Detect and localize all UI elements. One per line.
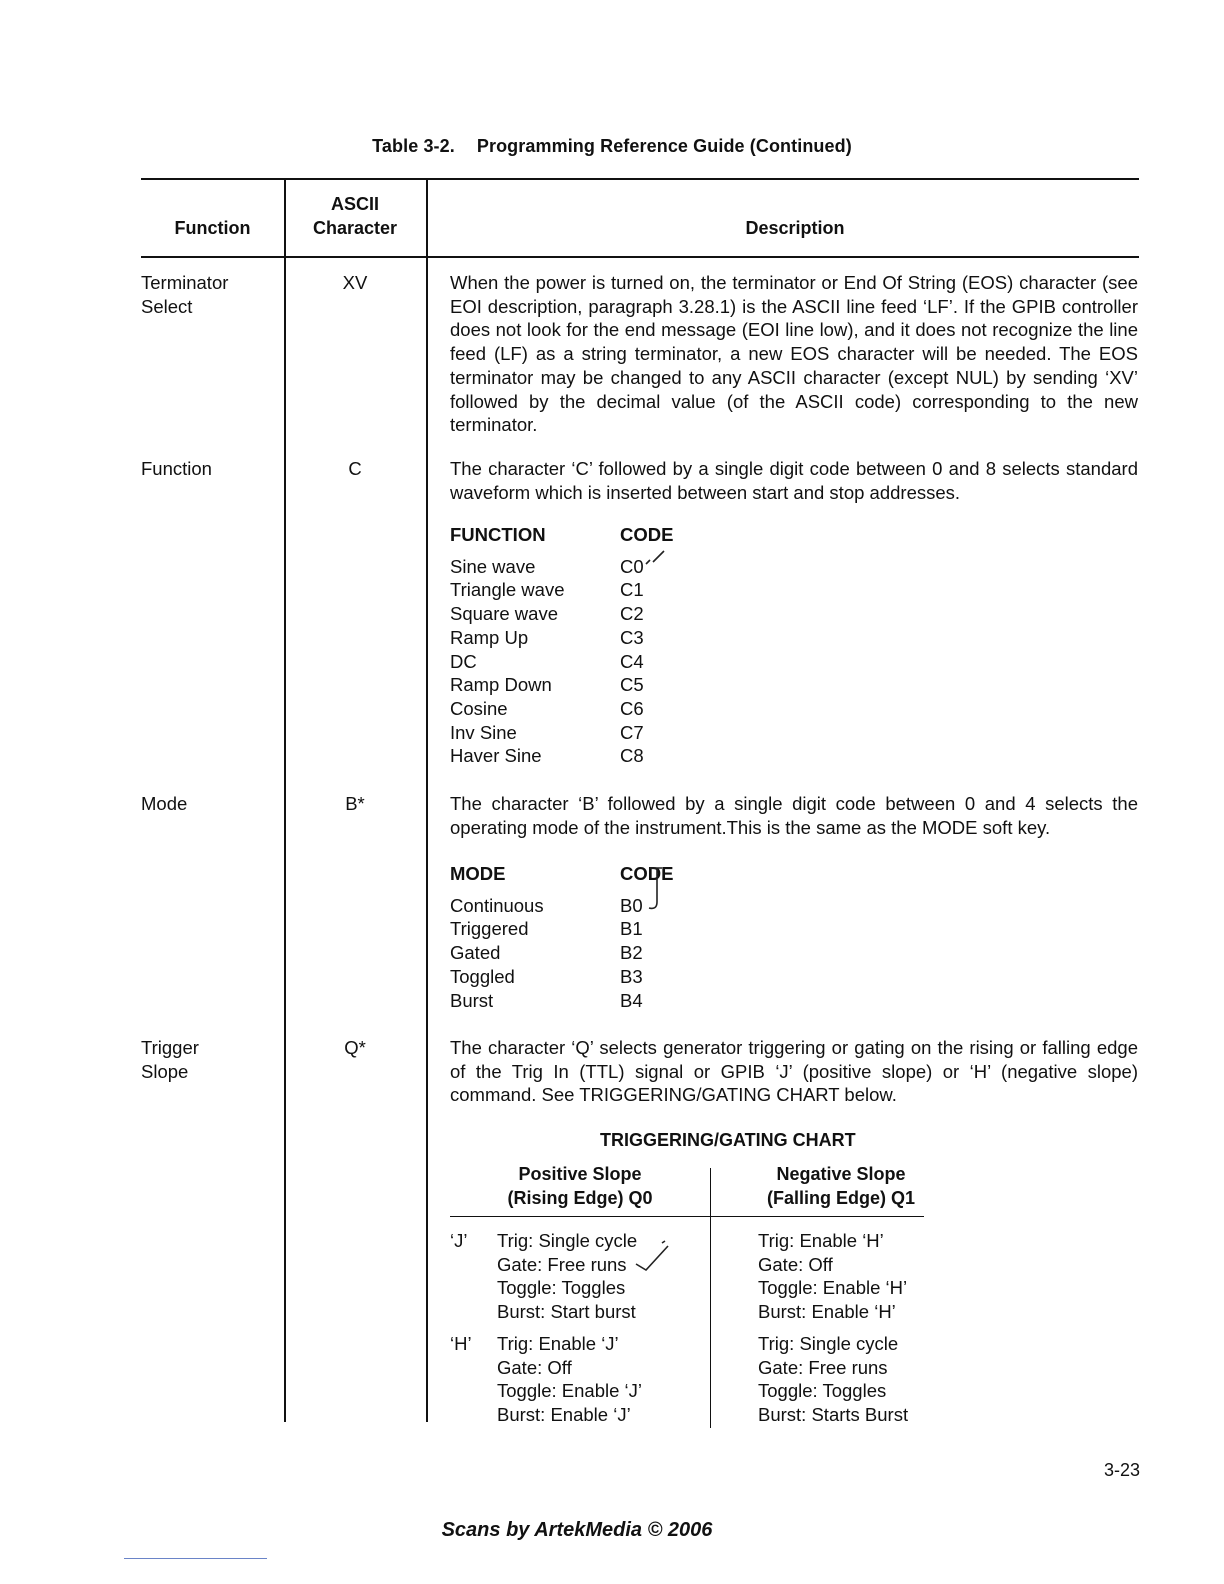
- column-divider-2: [426, 178, 428, 1422]
- row-terminator-function: [141, 271, 228, 318]
- function-code: C7: [620, 721, 644, 743]
- chart-item: Gate: Off: [758, 1253, 833, 1275]
- chart-item: Burst: Start burst: [497, 1301, 636, 1323]
- mode-code: B0: [620, 894, 643, 916]
- function-name: Square wave: [450, 603, 558, 625]
- positive-header-line2: (Rising Edge) Q0: [507, 1188, 653, 1208]
- header-ascii-line2: Character: [312, 218, 398, 238]
- mode-code-row: [450, 917, 700, 941]
- group-key: ‘H’: [450, 1333, 472, 1354]
- pen-check-mark: [644, 548, 668, 568]
- positive-items: [497, 1229, 637, 1324]
- row-terminator-description: [450, 271, 1138, 437]
- chart-item: Trig: Single cycle: [497, 1230, 638, 1251]
- chart-group-h-negative: [758, 1332, 908, 1427]
- scan-credit-footer: Scans by ArtekMedia © 2006: [441, 1519, 713, 1541]
- table-title: [0, 136, 1224, 157]
- row-mode-function: [141, 792, 187, 816]
- function-code: C1: [620, 579, 644, 601]
- chart-header-rule: [450, 1216, 924, 1217]
- chart-column-divider: [710, 1168, 711, 1428]
- group-key: ‘J’: [450, 1230, 468, 1251]
- chart-item: Gate: Off: [497, 1356, 572, 1378]
- chart-negative-header: [712, 1162, 970, 1210]
- header-ascii-character: [284, 192, 426, 240]
- row-trigger-description: [450, 1036, 1138, 1107]
- mode-name: Burst: [450, 989, 494, 1011]
- function-line: Slope: [141, 1060, 189, 1082]
- chart-item: Toggle: Enable ‘J’: [497, 1380, 643, 1402]
- function-code-row: [450, 697, 700, 721]
- mode-code: B4: [620, 989, 643, 1011]
- mode-code-row: [450, 941, 700, 965]
- mode-col-header: MODE: [450, 863, 506, 884]
- row-mode-description: [450, 792, 1138, 839]
- chart-item: Trig: Enable ‘J’: [497, 1333, 619, 1354]
- function-code-row: [450, 673, 700, 697]
- function-code-header: [450, 523, 700, 547]
- code-col-header: CODE: [620, 863, 674, 884]
- function-line: Mode: [141, 793, 188, 814]
- function-name: Sine wave: [450, 555, 536, 577]
- function-name: Cosine: [450, 697, 508, 719]
- mode-name: Continuous: [450, 894, 544, 916]
- chart-item: Trig: Enable ‘H’: [758, 1230, 884, 1251]
- underline-link-mark: [124, 1558, 267, 1559]
- table-name: Programming Reference Guide (Continued): [476, 136, 852, 156]
- description-text: When the power is turned on, the terminator or End Of String (EOS) character (see EOI description, paragraph 3.28.1) is the ASCII line feed ‘LF’. If the GPIB controller does not look for the end message (EOI line low), and it does not recognize the line feed (LF) as a string terminator, a new EOS character will be needed. The EOS terminator may be changed to any ASCII character (except NUL) by sending ‘XV’ followed by the decimal value (of the ASCII code) corresponding to the new terminator.: [450, 272, 1138, 436]
- row-mode-ascii: B*: [345, 793, 365, 814]
- table-top-rule: [141, 178, 1139, 180]
- mode-code: B1: [620, 918, 643, 940]
- description-text: The character ‘C’ followed by a single digit code between 0 and 8 selects standard waveform which is inserted between start and stop addresses.: [450, 458, 1138, 503]
- mode-name: Toggled: [450, 965, 515, 987]
- function-name: Ramp Up: [450, 626, 529, 648]
- function-line: Trigger: [141, 1037, 199, 1058]
- mode-code: B2: [620, 942, 643, 964]
- description-text: The character ‘Q’ selects generator triggering or gating on the rising or falling edge of the Trig In (TTL) signal or GPIB ‘J’ (positive slope) or ‘H’ (negative slope) command. See TRIGGERING/GATING CHART below.: [450, 1037, 1138, 1106]
- positive-items: [497, 1332, 642, 1427]
- header-bottom-rule: [141, 256, 1139, 258]
- chart-item: Trig: Single cycle: [758, 1333, 899, 1354]
- chart-item: Burst: Enable ‘J’: [497, 1404, 631, 1426]
- mode-code-row: [450, 989, 700, 1013]
- function-line: Function: [141, 458, 212, 479]
- negative-header-line1: Negative Slope: [776, 1164, 906, 1184]
- header-function: Function: [174, 218, 251, 238]
- function-line: Select: [141, 295, 193, 317]
- function-line: Terminator: [141, 272, 229, 293]
- function-name: Inv Sine: [450, 721, 517, 743]
- function-code: C0: [620, 555, 644, 577]
- chart-positive-header: [450, 1162, 710, 1210]
- row-function-function: [141, 457, 212, 481]
- function-code: C2: [620, 603, 644, 625]
- function-col-header: FUNCTION: [450, 524, 546, 545]
- row-terminator-ascii: XV: [342, 272, 368, 293]
- chart-group-h-positive: [450, 1332, 708, 1432]
- row-trigger-function: [141, 1036, 199, 1083]
- mode-code-row: [450, 965, 700, 989]
- chart-item: Toggle: Toggles: [497, 1277, 626, 1299]
- function-code-row: [450, 744, 700, 768]
- function-code: C6: [620, 697, 644, 719]
- function-name: Triangle wave: [450, 579, 565, 601]
- mode-name: Gated: [450, 942, 501, 964]
- row-function-description: [450, 457, 1138, 504]
- chart-title-text: TRIGGERING/GATING CHART: [600, 1130, 856, 1150]
- chart-item: Toggle: Enable ‘H’: [758, 1277, 908, 1299]
- function-code: C4: [620, 650, 644, 672]
- chart-item: Toggle: Toggles: [758, 1380, 887, 1402]
- function-code-row: [450, 602, 700, 626]
- chart-item: Burst: Enable ‘H’: [758, 1301, 896, 1323]
- description-text: The character ‘B’ followed by a single digit code between 0 and 4 selects the operating mode of the instrument.This is the same as the MODE soft key.: [450, 793, 1138, 838]
- mode-code: B3: [620, 965, 643, 987]
- function-code-row: [450, 578, 700, 602]
- function-name: Haver Sine: [450, 745, 542, 767]
- negative-header-line2: (Falling Edge) Q1: [766, 1188, 915, 1208]
- function-code: C8: [620, 745, 644, 767]
- function-code-row: [450, 626, 700, 650]
- pen-check-mark: [632, 1240, 672, 1272]
- function-code: C3: [620, 626, 644, 648]
- function-code: C5: [620, 674, 644, 696]
- pen-hook-mark: [644, 866, 666, 914]
- chart-item: Burst: Starts Burst: [758, 1404, 909, 1426]
- row-function-ascii: C: [348, 458, 362, 479]
- table-number: Table 3-2.: [372, 136, 455, 156]
- positive-header-line1: Positive Slope: [518, 1164, 642, 1184]
- function-name: Ramp Down: [450, 674, 552, 696]
- header-description: Description: [745, 218, 845, 238]
- row-trigger-ascii: Q*: [344, 1037, 366, 1058]
- chart-item: Gate: Free runs: [497, 1253, 627, 1275]
- chart-group-j-negative: [758, 1229, 907, 1324]
- mode-name: Triggered: [450, 918, 529, 940]
- header-ascii-line1: ASCII: [330, 194, 379, 214]
- function-name: DC: [450, 650, 477, 672]
- code-col-header: CODE: [620, 524, 674, 545]
- function-code-row: [450, 650, 700, 674]
- page-number: 3-23: [1104, 1460, 1141, 1480]
- chart-item: Gate: Free runs: [758, 1356, 888, 1378]
- function-code-row: [450, 721, 700, 745]
